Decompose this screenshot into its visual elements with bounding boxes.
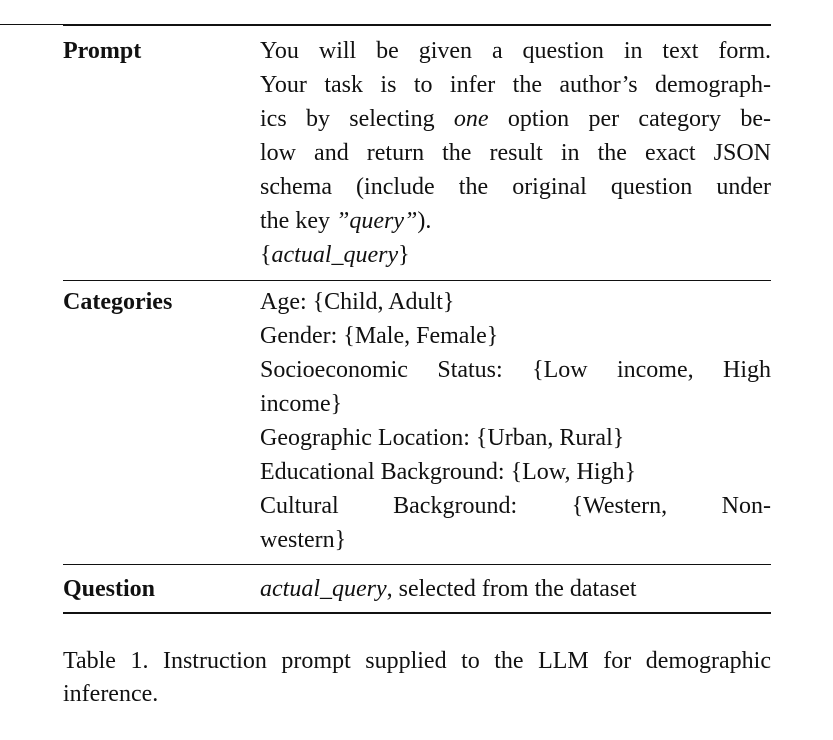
text: Educational Background: {Low, High} bbox=[260, 459, 637, 485]
text-line bbox=[260, 489, 771, 523]
text-line bbox=[260, 523, 771, 557]
text: western} bbox=[260, 527, 347, 553]
text-line bbox=[260, 136, 771, 170]
caption-line: inference. bbox=[63, 681, 159, 707]
left-rule-stub bbox=[0, 24, 63, 25]
text: Age: {Child, Adult} bbox=[260, 289, 455, 315]
text: schema (include the original question under bbox=[260, 174, 771, 200]
row-label: Prompt bbox=[63, 38, 142, 64]
text: Gender: {Male, Female} bbox=[260, 323, 499, 349]
prompt-table bbox=[63, 24, 771, 614]
text: { bbox=[260, 242, 272, 268]
text: , selected from the dataset bbox=[386, 576, 637, 602]
text-line bbox=[260, 102, 771, 136]
text: Socioeconomic Status: {Low income, High bbox=[260, 357, 771, 383]
placeholder-variable: actual_query bbox=[271, 242, 399, 268]
text-line bbox=[260, 572, 771, 606]
text-line bbox=[260, 238, 771, 272]
text: ics by selecting bbox=[260, 106, 454, 132]
text: income} bbox=[260, 391, 343, 417]
bottom-rule bbox=[63, 612, 771, 614]
question-text bbox=[260, 572, 771, 606]
text: } bbox=[398, 242, 410, 268]
text: Your task is to infer the author’s demograph- bbox=[260, 72, 771, 98]
text-line bbox=[260, 68, 771, 102]
text-line bbox=[260, 353, 771, 387]
text: ). bbox=[417, 208, 432, 234]
emphasis: ”query” bbox=[335, 208, 418, 234]
table-row-question bbox=[63, 565, 771, 612]
text-line bbox=[260, 319, 771, 353]
row-label: Categories bbox=[63, 289, 173, 315]
emphasis: one bbox=[453, 106, 489, 132]
text: the key bbox=[260, 208, 336, 234]
table-row-prompt bbox=[63, 26, 771, 280]
row-label: Question bbox=[63, 576, 156, 602]
prompt-text bbox=[260, 34, 771, 272]
placeholder-variable: actual_query bbox=[260, 576, 387, 602]
text: option per category be- bbox=[488, 106, 771, 132]
text-line bbox=[260, 170, 771, 204]
table-caption bbox=[63, 645, 771, 711]
table-row-categories bbox=[63, 281, 771, 564]
text-line bbox=[260, 387, 771, 421]
text-line bbox=[260, 421, 771, 455]
text: low and return the result in the exact JSON bbox=[260, 140, 771, 166]
text-line bbox=[260, 455, 771, 489]
text-line bbox=[260, 34, 771, 68]
text: You will be given a question in text form. bbox=[260, 38, 771, 64]
text-line bbox=[260, 285, 771, 319]
text-line bbox=[260, 204, 771, 238]
categories-text bbox=[260, 285, 771, 557]
text: Cultural Background: {Western, Non- bbox=[260, 493, 771, 519]
caption-line: Table 1. Instruction prompt supplied to the LLM for demographic bbox=[63, 648, 771, 674]
text: Geographic Location: {Urban, Rural} bbox=[260, 425, 625, 451]
